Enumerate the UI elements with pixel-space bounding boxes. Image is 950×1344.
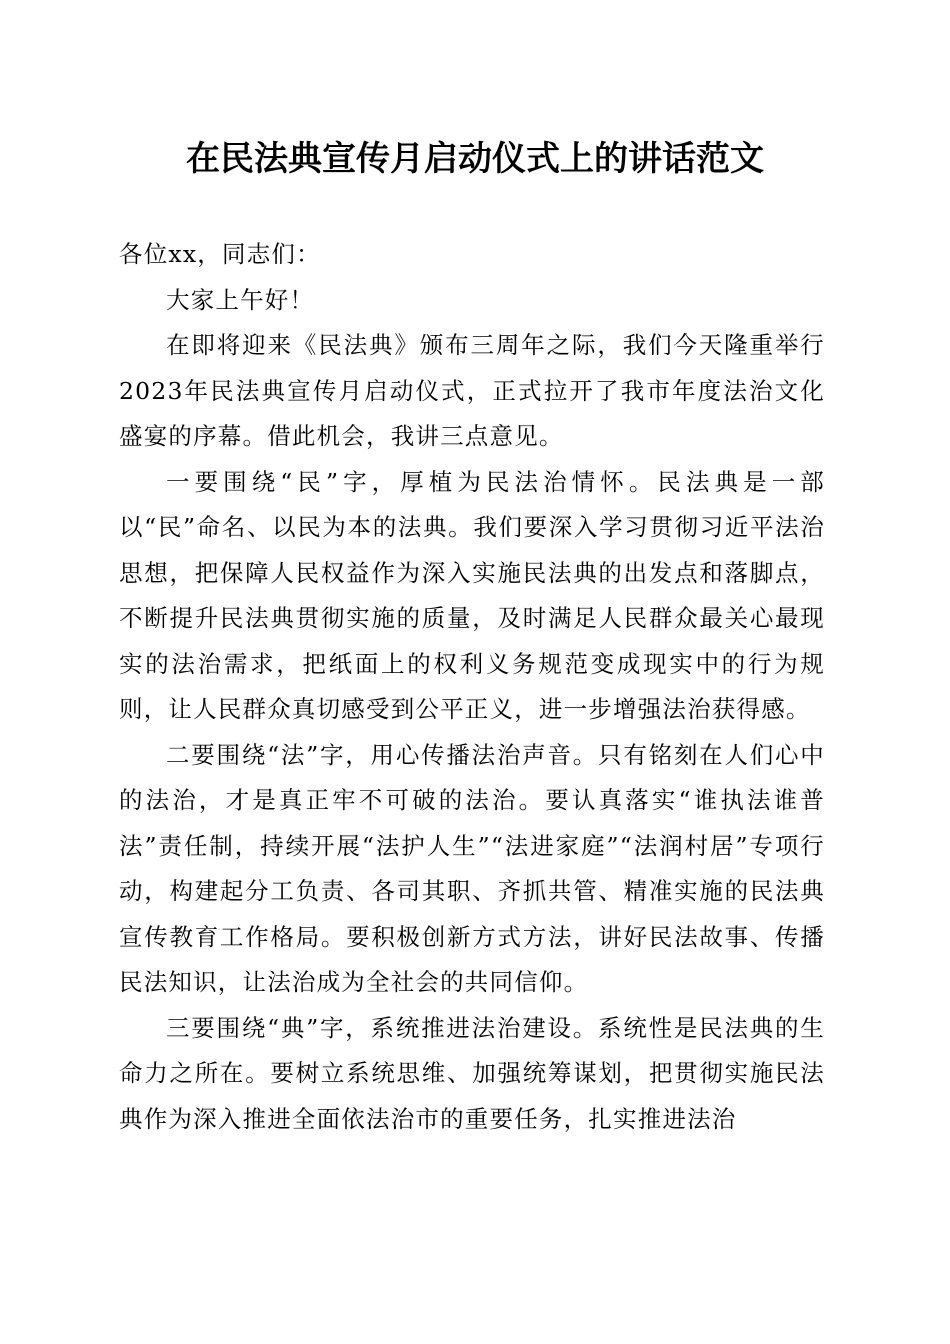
paragraph-point-two: 二要围绕“法”字，用心传播法治声音。只有铭刻在人们心中的法治，才是真正牢不可破的法治。要认真落实“谁执法谁普法”责任制，持续开展“法护人生”“法进家庭”“法润村居”专项行动，构建起分工负责、各司其职、齐抓共管、精准实施的民法典宣传教育工作格局。要积极创新方式方法，讲好民法故事、传播民法知识，让法治成为全社会的共同信仰。 bbox=[119, 740, 825, 996]
document-title: 在民法典宣传月启动仪式上的讲话范文 bbox=[186, 139, 764, 179]
paragraph-point-three: 三要围绕“典”字，系统推进法治建设。系统性是民法典的生命力之所在。要树立系统思维、加强统筹谋划，把贯彻实施民法典作为深入推进全面依法治市的重要任务，扎实推进法治 bbox=[119, 1013, 825, 1133]
salutation: 各位xx，同志们： bbox=[119, 240, 321, 268]
greeting: 大家上午好！ bbox=[166, 285, 315, 314]
paragraph-intro: 在即将迎来《民法典》颁布三周年之际，我们今天隆重举行2023年民法典宣传月启动仪式，正式拉开了我市年度法治文化盛宴的序幕。借此机会，我讲三点意见。 bbox=[119, 331, 825, 450]
paragraph-point-one: 一要围绕“民”字，厚植为民法治情怀。民法典是一部以“民”命名、以民为本的法典。我们要深入学习贯彻习近平法治思想，把保障人民权益作为深入实施民法典的出发点和落脚点，不断提升民法典贯彻实施的质量，及时满足人民群众最关心最现实的法治需求，把纸面上的权利义务规范变成现实中的行为规则，让人民群众真切感受到公平正义，进一步增强法治获得感。 bbox=[119, 467, 825, 723]
document-body bbox=[119, 232, 825, 1142]
